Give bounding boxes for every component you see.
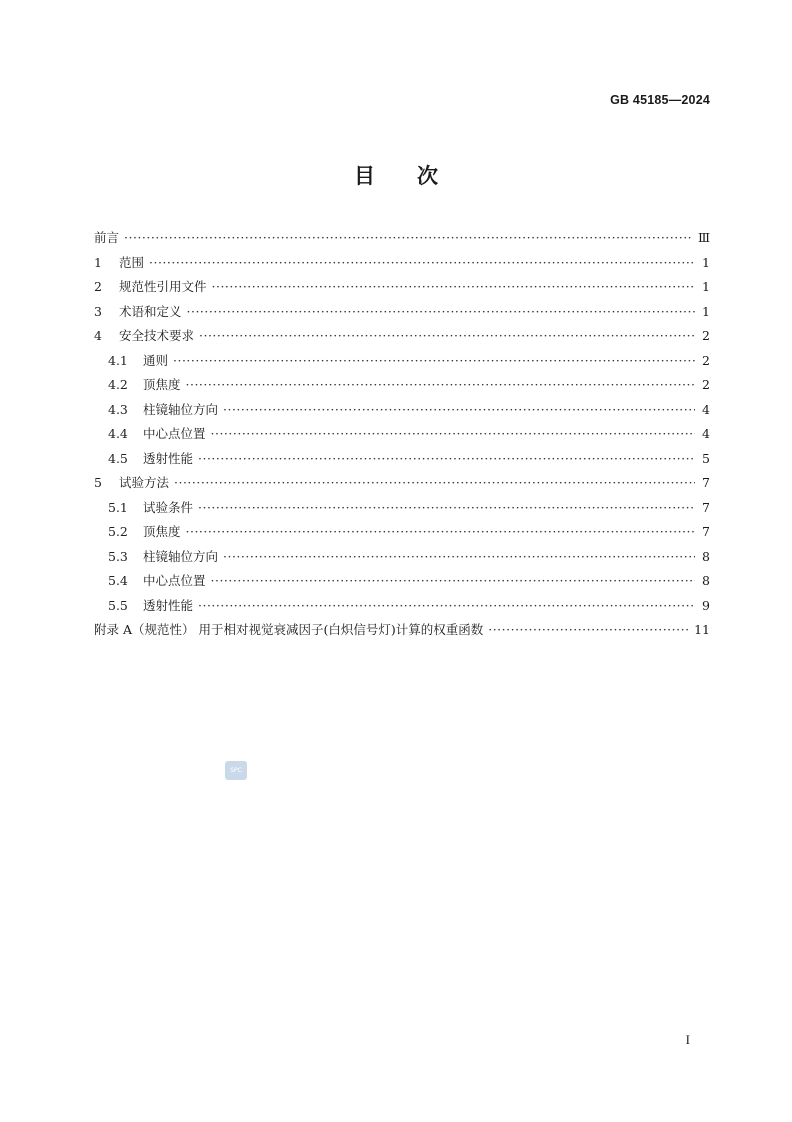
toc-entry[interactable] <box>94 277 710 302</box>
toc-entry-page: 2 <box>702 352 710 368</box>
toc-entry-page: 1 <box>702 303 710 319</box>
toc-entry[interactable] <box>94 228 710 253</box>
leader-dots <box>199 328 695 343</box>
toc-entry[interactable] <box>94 400 710 425</box>
toc-entry-number: 2 <box>94 279 102 294</box>
toc-entry-page: 2 <box>702 328 710 343</box>
toc-entry-label: 顶焦度 <box>143 524 181 539</box>
toc-entry-number: 5.4 <box>108 573 128 588</box>
leader-dots <box>198 500 695 515</box>
toc-entry-label: 中心点位置 <box>143 573 206 588</box>
toc-entry-number: 5.5 <box>108 597 128 613</box>
toc-entry-label: 附录 A（规范性） 用于相对视觉衰减因子(白炽信号灯)计算的权重函数 <box>94 622 484 637</box>
toc-entry[interactable] <box>94 473 710 498</box>
toc-entry[interactable] <box>94 302 710 327</box>
toc-entry-label: 试验条件 <box>143 499 194 515</box>
toc-entry-number: 5 <box>94 475 102 490</box>
leader-dots <box>488 622 689 637</box>
table-of-contents <box>94 228 710 645</box>
toc-entry[interactable] <box>94 326 710 351</box>
toc-entry-page: 8 <box>702 548 710 564</box>
toc-entry[interactable] <box>94 547 710 572</box>
logo-text: SPC <box>230 767 242 774</box>
toc-entry-number: 3 <box>94 303 102 319</box>
toc-entry-label: 规范性引用文件 <box>119 279 207 294</box>
toc-entry[interactable] <box>94 375 710 400</box>
toc-entry-label: 前言 <box>94 230 120 245</box>
toc-entry[interactable] <box>94 571 710 596</box>
toc-entry-label: 术语和定义 <box>119 303 182 319</box>
toc-entry[interactable] <box>94 449 710 474</box>
toc-entry-label: 顶焦度 <box>143 377 181 392</box>
leader-dots <box>198 598 695 613</box>
toc-entry-label: 柱镜轴位方向 <box>143 401 219 417</box>
leader-dots <box>124 230 693 245</box>
toc-entry-page: 7 <box>702 524 710 539</box>
leader-dots <box>211 573 695 588</box>
toc-entry[interactable] <box>94 253 710 278</box>
toc-entry-page: 7 <box>702 475 710 490</box>
toc-entry-number: 5.2 <box>108 524 128 539</box>
page-number: I <box>685 1032 690 1047</box>
toc-entry-number: 1 <box>94 254 102 270</box>
toc-entry[interactable] <box>94 620 710 645</box>
leader-dots <box>211 426 695 441</box>
toc-entry[interactable] <box>94 351 710 376</box>
toc-entry-number: 4.5 <box>108 450 128 466</box>
page-title: 目次 <box>354 164 480 188</box>
leader-dots <box>187 304 695 319</box>
leader-dots <box>173 353 695 368</box>
logo-icon <box>225 761 247 780</box>
leader-dots <box>212 279 695 294</box>
leader-dots <box>223 549 695 564</box>
toc-entry-page: 1 <box>702 279 710 294</box>
toc-entry-label: 透射性能 <box>143 597 194 613</box>
leader-dots <box>174 475 695 490</box>
toc-entry-page: 7 <box>702 499 710 515</box>
toc-entry-page: Ⅲ <box>697 230 710 245</box>
leader-dots <box>186 377 695 392</box>
toc-entry-number: 4.4 <box>108 426 128 441</box>
toc-entry-page: 9 <box>702 597 710 613</box>
leader-dots <box>223 402 695 417</box>
toc-entry-page: 1 <box>702 254 710 270</box>
leader-dots <box>149 255 695 270</box>
toc-entry-page: 4 <box>702 426 710 441</box>
toc-entry[interactable] <box>94 596 710 621</box>
leader-dots <box>186 524 695 539</box>
toc-entry-label: 范围 <box>119 254 145 270</box>
toc-entry-number: 4 <box>94 328 102 343</box>
toc-entry-number: 4.2 <box>108 377 128 392</box>
toc-entry-label: 通则 <box>143 352 169 368</box>
toc-entry[interactable] <box>94 424 710 449</box>
toc-entry-number: 5.1 <box>108 499 128 515</box>
toc-entry-page: 5 <box>702 450 710 466</box>
toc-entry-label: 中心点位置 <box>143 426 206 441</box>
toc-entry[interactable] <box>94 498 710 523</box>
toc-entry[interactable] <box>94 522 710 547</box>
toc-entry-page: 11 <box>694 622 710 637</box>
toc-entry-page: 8 <box>702 573 710 588</box>
toc-entry-label: 柱镜轴位方向 <box>143 548 219 564</box>
toc-entry-number: 4.3 <box>108 401 128 417</box>
standard-number: GB 45185—2024 <box>610 93 710 107</box>
toc-entry-page: 4 <box>702 401 710 417</box>
toc-entry-label: 安全技术要求 <box>119 328 195 343</box>
leader-dots <box>198 451 695 466</box>
toc-entry-label: 试验方法 <box>119 475 170 490</box>
toc-entry-label: 透射性能 <box>143 450 194 466</box>
toc-entry-number: 4.1 <box>108 352 128 368</box>
toc-entry-number: 5.3 <box>108 548 128 564</box>
toc-entry-page: 2 <box>702 377 710 392</box>
